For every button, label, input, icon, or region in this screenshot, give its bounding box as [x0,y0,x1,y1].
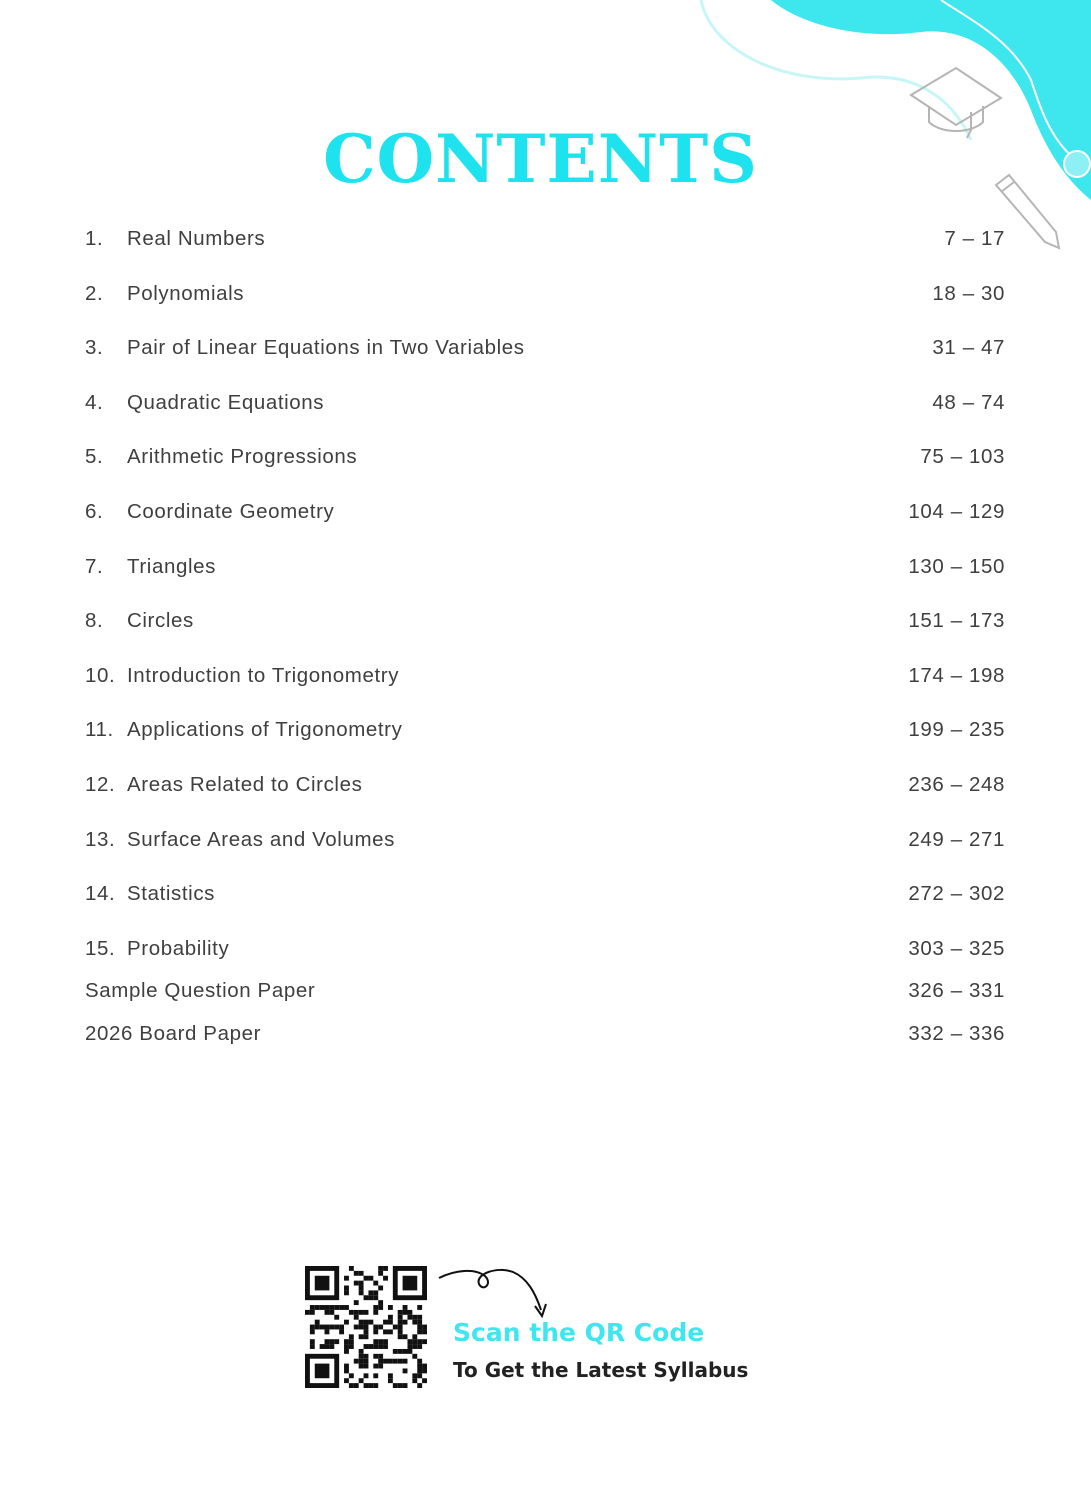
qr-section [305,1266,755,1391]
toc-row [85,376,1005,431]
chapter-title: Real Numbers [127,227,266,250]
page-range: 303 – 325 [908,936,1005,960]
chapter-number: 1. [85,227,104,250]
chapter-title: Areas Related to Circles [127,772,363,796]
chapter-title: Circles [127,609,194,633]
page-range: 130 – 150 [908,554,1005,578]
section-title: Sample Question Paper [85,978,316,1002]
chapter-number: 13. [85,827,116,851]
toc-row [85,212,1005,267]
page-range: 104 – 129 [908,499,1005,523]
page-range: 332 – 336 [908,1021,1005,1045]
chapter-number: 15. [85,936,116,960]
chapter-number: 14. [85,882,116,906]
page-range: 48 – 74 [932,390,1005,414]
chapter-title: Applications of Trigonometry [127,718,403,742]
chapter-number: 10. [85,663,116,687]
chapter-title: Quadratic Equations [127,390,325,414]
page-range: 326 – 331 [908,978,1005,1002]
section-title: 2026 Board Paper [85,1021,262,1045]
toc-row [85,540,1005,595]
chapter-number: 11. [85,718,114,742]
toc-row [85,867,1005,922]
chapter-title: Coordinate Geometry [127,499,335,523]
toc-row [85,321,1005,376]
chapter-title: Statistics [127,882,216,906]
chapter-number: 5. [85,445,104,469]
toc-row [85,813,1005,868]
page-title: CONTENTS [323,120,758,198]
chapter-title: Introduction to Trigonometry [127,663,400,687]
chapter-title: Arithmetic Progressions [127,445,358,469]
toc-row [85,969,1005,1012]
toc-row [85,649,1005,704]
page-range: 174 – 198 [908,663,1005,687]
qr-code-icon[interactable] [305,1266,427,1388]
chapter-number: 8. [85,609,104,633]
page-range: 31 – 47 [932,336,1005,360]
toc-row [85,430,1005,485]
chapter-title: Pair of Linear Equations in Two Variables [127,336,525,360]
page-range: 272 – 302 [908,882,1005,906]
chapter-title: Probability [127,936,230,960]
qr-subtext: To Get the Latest Syllabus [453,1358,749,1382]
toc-row [85,1012,1005,1055]
toc-row [85,703,1005,758]
toc-row [85,922,1005,969]
page-range: 7 – 17 [944,227,1005,250]
chapter-title: Surface Areas and Volumes [127,827,395,851]
chapter-number: 4. [85,390,104,414]
chapter-number: 6. [85,499,104,523]
toc-row [85,758,1005,813]
toc-row [85,267,1005,322]
chapter-number: 12. [85,772,116,796]
toc-row [85,485,1005,540]
toc-row [85,594,1005,649]
table-of-contents [85,212,1005,1055]
page-range: 236 – 248 [908,772,1005,796]
qr-heading: Scan the QR Code [453,1318,705,1347]
chapter-number: 3. [85,336,104,360]
page-range: 151 – 173 [908,609,1005,633]
page-range: 18 – 30 [932,281,1005,305]
chapter-title: Polynomials [127,281,245,305]
page-range: 75 – 103 [920,445,1005,469]
chapter-number: 2. [85,281,104,305]
curly-arrow-icon [435,1266,555,1322]
page-range: 249 – 271 [908,827,1005,851]
chapter-number: 7. [85,554,104,578]
chapter-title: Triangles [127,554,216,578]
page-range: 199 – 235 [908,718,1005,742]
